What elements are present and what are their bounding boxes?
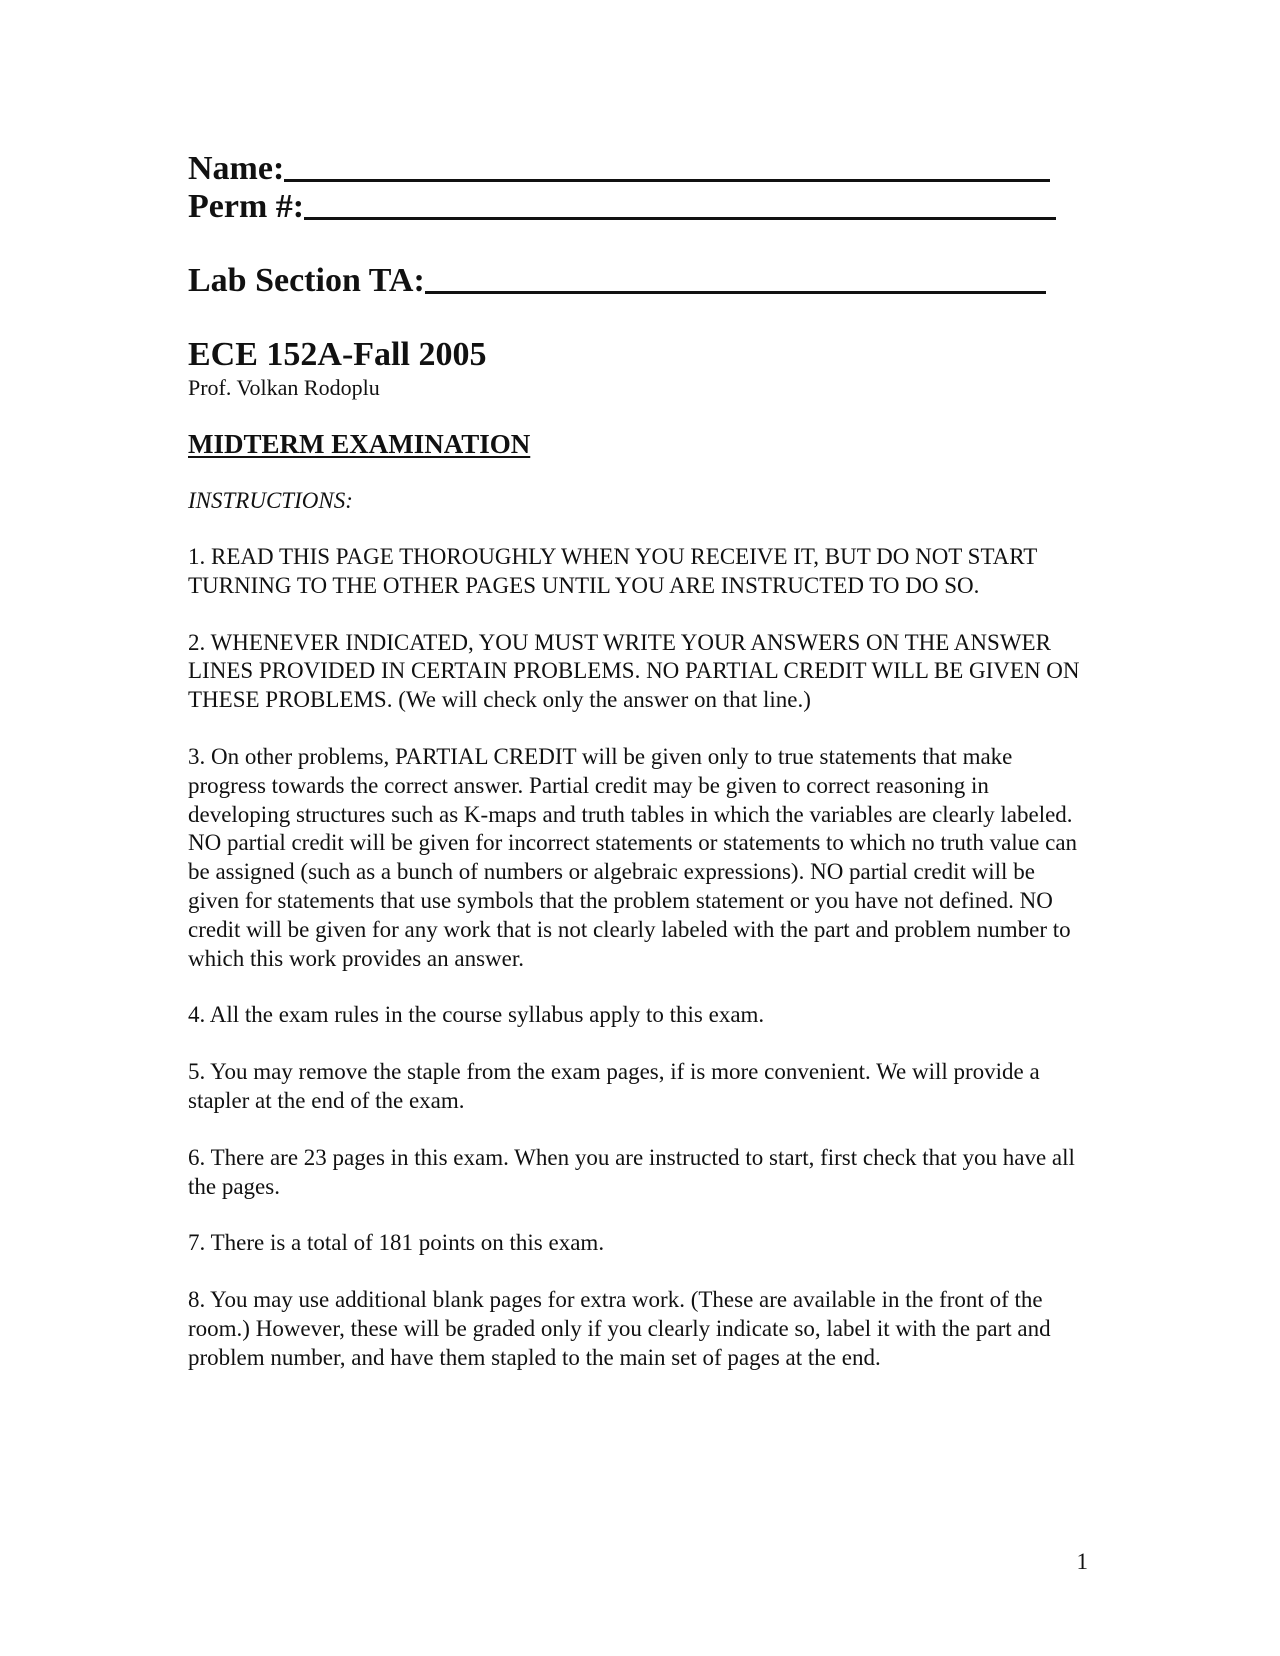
lab-section-ta-field — [188, 262, 1088, 300]
course-title: ECE 152A-Fall 2005 — [188, 336, 487, 373]
instruction-item: 6. There are 23 pages in this exam. When you are instructed to start, first check that you have all the pages. — [188, 1144, 1075, 1199]
professor-name: Prof. Volkan Rodoplu — [188, 375, 380, 400]
page-number: 1 — [1076, 1549, 1088, 1574]
perm-label: Perm #: — [188, 188, 305, 225]
name-field — [188, 150, 1088, 188]
instruction-item: 3. On other problems, PARTIAL CREDIT will be given only to true statements that make progress towards the correct answer. Partial credit may be given to correct reasoning in developing structures such as K-maps and truth tables in which the variables are clearly labeled. NO partial credit will be given for incorrect statements or statements to which no truth value can be assigned (such as a bunch of numbers or algebraic expressions). NO partial credit will be given for statements that use symbols that the problem statement or you have not defined. NO credit will be given for any work that is not clearly labeled with the part and problem number to which this work provides an answer. — [188, 743, 1078, 971]
page-content — [188, 150, 1088, 1373]
lab-section-ta-label: Lab Section TA: — [188, 262, 425, 299]
name-label: Name: — [188, 150, 285, 187]
perm-field — [188, 188, 1088, 226]
name-blank-line — [284, 178, 1050, 182]
instruction-item: 5. You may remove the staple from the exam pages, if is more convenient. We will provide a stapler at the end of the exam. — [188, 1059, 1040, 1113]
instruction-item: 1. READ THIS PAGE THOROUGHLY WHEN YOU RECEIVE IT, BUT DO NOT START TURNING TO THE OTHER PAGES UNTIL YOU ARE INSTRUCTED TO DO SO. — [188, 544, 1037, 598]
perm-blank-line — [304, 216, 1056, 220]
instruction-item: 8. You may use additional blank pages for extra work. (These are available in the front of the room.) However, these will be graded only if you clearly indicate so, label it with the part and problem number, and have them stapled to the main set of pages at the end. — [188, 1287, 1051, 1370]
exam-title: MIDTERM EXAMINATION — [188, 429, 531, 459]
instruction-item: 4. All the exam rules in the course syllabus apply to this exam. — [188, 1002, 765, 1028]
instructions-list — [188, 543, 1088, 1373]
instruction-item: 7. There is a total of 181 points on this exam. — [188, 1230, 605, 1256]
instructions-heading: INSTRUCTIONS: — [188, 488, 353, 513]
lab-section-ta-blank-line — [425, 290, 1046, 294]
instruction-item: 2. WHENEVER INDICATED, YOU MUST WRITE YOUR ANSWERS ON THE ANSWER LINES PROVIDED IN CERTAIN PROBLEMS. NO PARTIAL CREDIT WILL BE GIVEN ON THESE PROBLEMS. (We will check only the answer on that line.) — [188, 629, 1080, 713]
